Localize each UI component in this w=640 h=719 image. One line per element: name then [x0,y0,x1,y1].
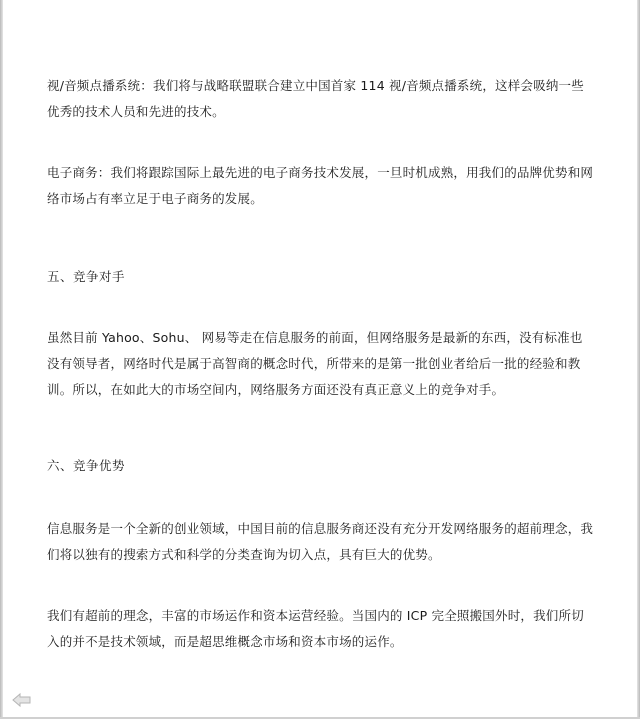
paragraph-ecommerce: 电子商务：我们将跟踪国际上最先进的电子商务技术发展，一旦时机成熟，用我们的品牌优势和网络市场占有率立足于电子商务的发展。 [47,165,594,206]
paragraph-competitors: 虽然目前 Yahoo、Sohu、 网易等走在信息服务的前面，但网络服务是最新的东西，没有标准也没有领导者，网络时代是属于高智商的概念时代，所带来的是第一批创业者给后一批的经验和教训。所以，在如此大的市场空间内，网络服务方面还没有真正意义上的竞争对手。 [47,330,583,397]
paragraph-advanced-concept: 我们有超前的理念，丰富的市场运作和资本运营经验。当国内的 ICP 完全照搬国外时，我们所切入的并不是技术领域，而是超思维概念市场和资本市场的运作。 [47,608,584,649]
paragraph-vod-system: 视/音频点播系统：我们将与战略联盟联合建立中国首家 114 视/音频点播系统，这样会吸纳一些优秀的技术人员和先进的技术。 [47,78,584,119]
back-arrow-icon[interactable] [12,692,32,708]
heading-advantages: 六、竞争优势 [47,458,126,473]
paragraph-info-service: 信息服务是一个全新的创业领域，中国目前的信息服务商还没有充分开发网络服务的超前理念，我们将以独有的搜索方式和科学的分类查询为切入点，具有巨大的优势。 [47,521,594,562]
heading-competitors: 五、竞争对手 [47,269,126,284]
